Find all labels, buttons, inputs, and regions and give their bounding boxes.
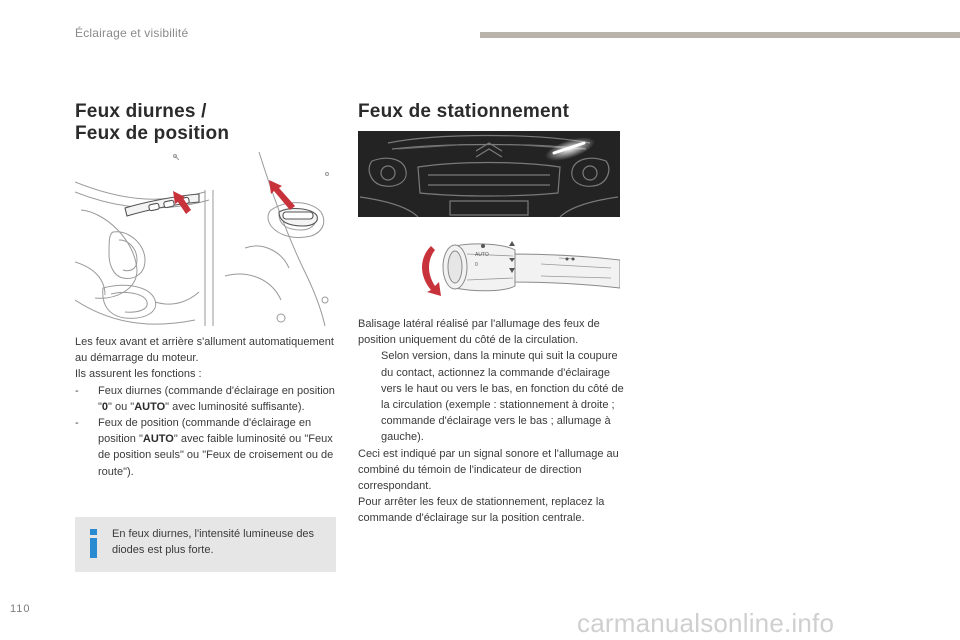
- item1-text-e: " avec luminosité suffisante).: [165, 400, 305, 413]
- info-icon: [88, 529, 100, 559]
- parking-instruction-item: [358, 348, 626, 445]
- parking-instruction-text: Selon version, dans la minute qui suit la coupure du contact, actionnez la commande d'éclairage vers le haut ou vers le bas, en fonction du côté de la circulation (exemple : stationnement à droite ; commande d'éclairage vers le bas ; allumage à gauche).: [381, 350, 624, 444]
- item1-text-a: Feux diurnes (commande d'éclairage en position ": [98, 384, 335, 413]
- stalk-label-zero: 0: [475, 262, 478, 268]
- list-dash: -: [75, 417, 79, 430]
- left-section-title: [75, 101, 229, 145]
- item2-text-c: " avec faible luminosité ou "Feux de position seuls" ou "Feux de croisement ou de route").: [98, 433, 334, 478]
- item2-keyword-auto: AUTO: [142, 433, 174, 446]
- function-item-position: [75, 415, 337, 480]
- intro-paragraph-1: Les feux avant et arrière s'allument automatiquement au démarrage du moteur.: [75, 336, 334, 365]
- parking-intro-paragraph: Balisage latéral réalisé par l'allumage des feux de position uniquement du côté de la circulation.: [358, 318, 600, 347]
- parking-indication-paragraph: Ceci est indiqué par un signal sonore et l'allumage au combiné du témoin de l'indicateur de direction correspondant.: [358, 447, 619, 493]
- lighting-stalk-illustration: [415, 232, 620, 296]
- list-dash: -: [75, 384, 79, 397]
- info-note-text: En feux diurnes, l'intensité lumineuse des diodes est plus forte.: [112, 528, 315, 557]
- item1-text-c: " ou ": [108, 400, 135, 413]
- item2-text-a: Feux de position (commande d'éclairage en position ": [98, 417, 312, 446]
- page-number: 110: [10, 603, 31, 615]
- stalk-label-auto: AUTO: [475, 252, 489, 258]
- left-title-line1: Feux diurnes /: [75, 101, 207, 122]
- function-item-daytime: [75, 383, 337, 415]
- intro-paragraph-2: Ils assurent les fonctions :: [75, 368, 202, 381]
- parking-stop-paragraph: Pour arrêter les feux de stationnement, replacez la commande d'éclairage sur la position centrale.: [358, 496, 605, 525]
- right-section-title: Feux de stationnement: [358, 101, 570, 122]
- item1-keyword-auto: AUTO: [134, 400, 166, 413]
- info-note-box: [75, 517, 336, 572]
- site-watermark: carmanualsonline.info: [577, 608, 835, 638]
- daytime-lights-illustration: [75, 150, 337, 327]
- section-header-bar: [480, 32, 960, 38]
- parking-lights-car-illustration: [358, 131, 620, 217]
- right-body-text: [358, 316, 626, 527]
- left-body-text: [75, 334, 337, 480]
- item1-keyword-zero: 0: [101, 400, 109, 413]
- left-title-line2: Feux de position: [75, 123, 230, 144]
- section-header-label: Éclairage et visibilité: [75, 26, 189, 40]
